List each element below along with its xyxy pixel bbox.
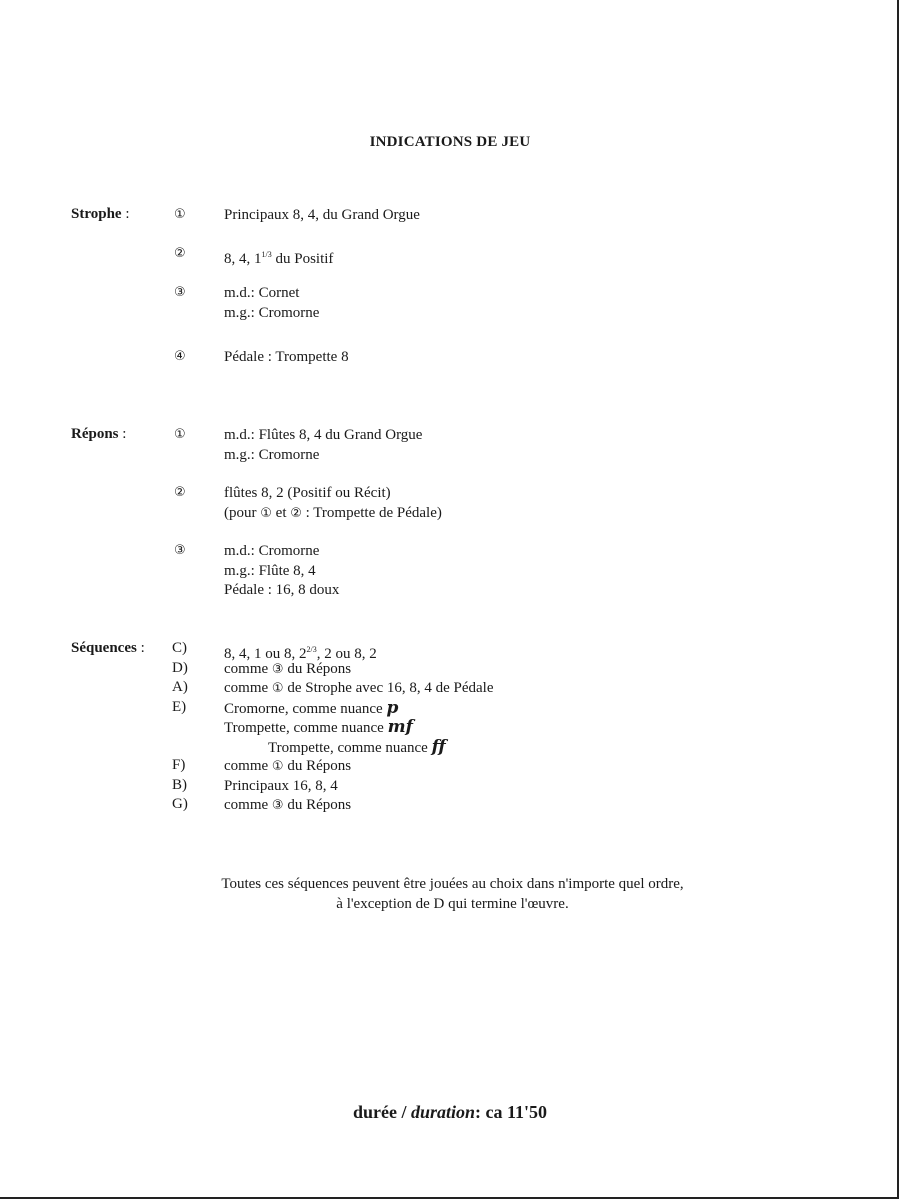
seq-item-g: comme ③ du Répons bbox=[224, 797, 352, 813]
repons-entry-2: flûtes 8, 2 (Positif ou Récit) (pour ① et ② : Trompette de Pédale) bbox=[224, 485, 442, 521]
seq-item-c: 8, 4, 1 ou 8, $2^{2/3}$, 2 ou 8, 2 bbox=[224, 645, 377, 662]
strophe-num-3: ③ bbox=[174, 285, 186, 300]
seq-item-f: comme ① du Répons bbox=[224, 758, 352, 774]
dynamic-ff: ff bbox=[431, 736, 446, 757]
strophe-num-2: ② bbox=[174, 246, 186, 261]
sequences-label: Séquences : bbox=[71, 640, 145, 656]
repons-entry-3: m.d.: Cromorne m.g.: Flûte 8, 4 Pédale : 16, 8 doux bbox=[224, 543, 340, 598]
seq-item-e-ff: Trompette, comme nuance ff bbox=[268, 736, 446, 757]
repons-entry-1: m.d.: Flûtes 8, 4 du Grand Orgue m.g.: Cromorne bbox=[224, 427, 423, 463]
strophe-entry-1: Principaux 8, 4, du Grand Orgue bbox=[224, 207, 420, 223]
seq-letter-b: B) bbox=[172, 776, 187, 793]
dynamic-p: p bbox=[386, 697, 399, 718]
strophe-entry-3: m.d.: Cornet m.g.: Cromorne bbox=[224, 285, 320, 321]
dynamic-mf: mf bbox=[387, 717, 413, 737]
strophe-entry-4: Pédale : Trompette 8 bbox=[224, 349, 349, 365]
strophe-num-4: ④ bbox=[174, 349, 186, 364]
seq-letter-d: D) bbox=[172, 659, 188, 676]
repons-num-2: ② bbox=[174, 485, 186, 500]
order-note: Toutes ces séquences peuvent être jouées au choix dans n'importe quel ordre, à l'exception de D qui termine l'œuvre. bbox=[221, 876, 684, 912]
seq-letter-c: C) bbox=[172, 640, 187, 656]
seq-letter-e: E) bbox=[172, 698, 187, 715]
seq-letter-f: F) bbox=[172, 757, 186, 773]
seq-item-d: comme ③ du Répons bbox=[224, 660, 352, 677]
duration: durée / duration: ca 11'50 bbox=[352, 1102, 548, 1122]
seq-letter-a: A) bbox=[172, 679, 188, 695]
seq-letter-g: G) bbox=[172, 796, 188, 812]
seq-item-e: Cromorne, comme nuance p bbox=[224, 697, 399, 718]
repons-label: Répons : bbox=[71, 426, 127, 442]
strophe-num-1: ① bbox=[174, 207, 186, 222]
repons-num-1: ① bbox=[174, 427, 186, 442]
page-title: INDICATIONS DE JEU bbox=[369, 134, 531, 150]
seq-item-a: comme ① de Strophe avec 16, 8, 4 de Pédale bbox=[224, 680, 494, 696]
seq-item-b: Principaux 16, 8, 4 bbox=[224, 777, 338, 794]
repons-num-3: ③ bbox=[174, 543, 186, 558]
strophe-entry-2: 8, 4, $1^{1/3}$ du Positif bbox=[224, 250, 334, 267]
seq-item-e-mf: Trompette, comme nuance mf bbox=[224, 717, 413, 737]
strophe-label: Strophe : bbox=[71, 206, 130, 222]
